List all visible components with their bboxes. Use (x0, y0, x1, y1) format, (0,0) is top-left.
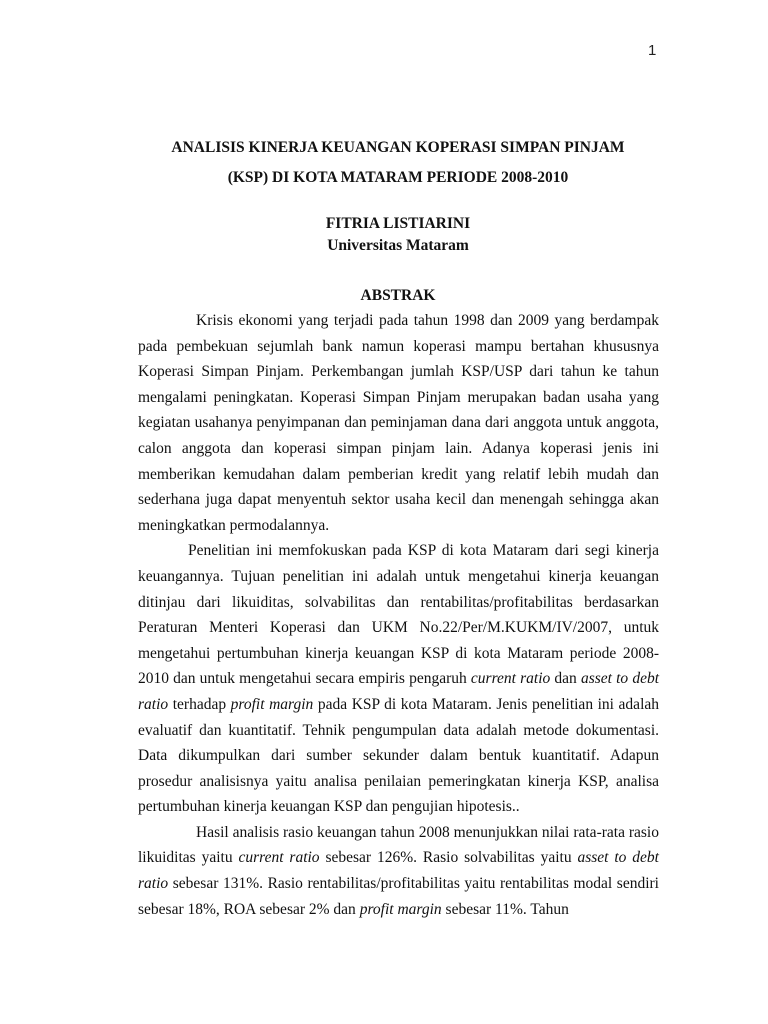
abstract-paragraph-2 (138, 538, 659, 820)
abstract-body (138, 308, 659, 922)
paragraph-text: pada KSP di kota Mataram. Jenis penelitian ini adalah evaluatif dan kuantitatif. Tehnik pengumpulan data adalah metode dokumentasi. Data dikumpulkan dari sumber sekunder dalam bentuk kuantitatif. Adapun prosedur analisisnya yaitu analisa penilaian pemeringkatan kinerja KSP, analisa pertumbuhan kinerja keuangan KSP dan pengujian hipotesis.. (138, 695, 660, 816)
title-line-2: (KSP) DI KOTA MATARAM PERIODE 2008-2010 (227, 169, 569, 186)
page-number: 1 (648, 42, 657, 59)
abstract-paragraph-1: Krisis ekonomi yang terjadi pada tahun 1998 dan 2009 yang berdampak pada pembekuan sejumlah bank namun koperasi mampu bertahan khususnya Koperasi Simpan Pinjam. Perkembangan jumlah KSP/USP dari tahun ke tahun mengalami peningkatan. Koperasi Simpan Pinjam merupakan badan usaha yang kegiatan usahanya penyimpanan dan peminjaman dana dari anggota untuk anggota, calon anggota dan koperasi simpan pinjam lain. Adanya koperasi jenis ini memberikan kemudahan dalam pemberian kredit yang relatif lebih mudah dan sederhana juga dapat menyentuh sektor usaha kecil dan menengah sehingga akan meningkatkan permodalannya. (138, 312, 659, 534)
paragraph-text: dan (550, 670, 581, 688)
paragraph-text: sebesar 126%. Rasio solvabilitas yaitu (319, 849, 578, 867)
paragraph-text: Hasil analisis rasio keuangan tahun 2008 menunjukkan nilai rata-rata rasio likuiditas yaitu (138, 823, 659, 867)
paper-title (138, 136, 658, 190)
abstract-paragraph-3 (138, 820, 659, 922)
author-name: FITRIA LISTIARINI (325, 215, 471, 232)
term-asset-to-debt-ratio: asset to debt ratio (138, 849, 659, 893)
abstract-heading: ABSTRAK (360, 287, 436, 304)
paragraph-text: Penelitian ini memfokuskan pada KSP di kota Mataram dari segi kinerja keuangannya. Tujuan penelitian ini adalah untuk mengetahui kinerja keuangan ditinjau dari likuiditas, solvabilitas dan rentabilitas/profitabilitas berdasarkan Peraturan Menteri Koperasi dan UKM No.22/Per/M.KUKM/IV/2007, untuk mengetahui pertumbuhan kinerja keuangan KSP di kota Mataram periode 2008-2010 dan untuk mengetahui secara empiris pengaruh (138, 542, 659, 688)
author-affiliation: Universitas Mataram (327, 237, 469, 254)
paragraph-text: sebesar 131%. Rasio rentabilitas/profitabilitas yaitu rentabilitas modal sendiri sebesar 18%, ROA sebesar 2% dan (138, 875, 659, 918)
title-line-1: ANALISIS KINERJA KEUANGAN KOPERASI SIMPAN PINJAM (171, 139, 625, 156)
term-current-ratio: current ratio (238, 849, 320, 867)
term-profit-margin: profit margin (230, 695, 314, 713)
paragraph-text: sebesar 11%. Tahun (441, 900, 569, 918)
term-current-ratio: current ratio (470, 670, 551, 688)
term-asset-to-debt-ratio: asset to debt ratio (138, 670, 660, 713)
term-profit-margin: profit margin (359, 900, 442, 918)
paragraph-text: terhadap (168, 695, 231, 713)
